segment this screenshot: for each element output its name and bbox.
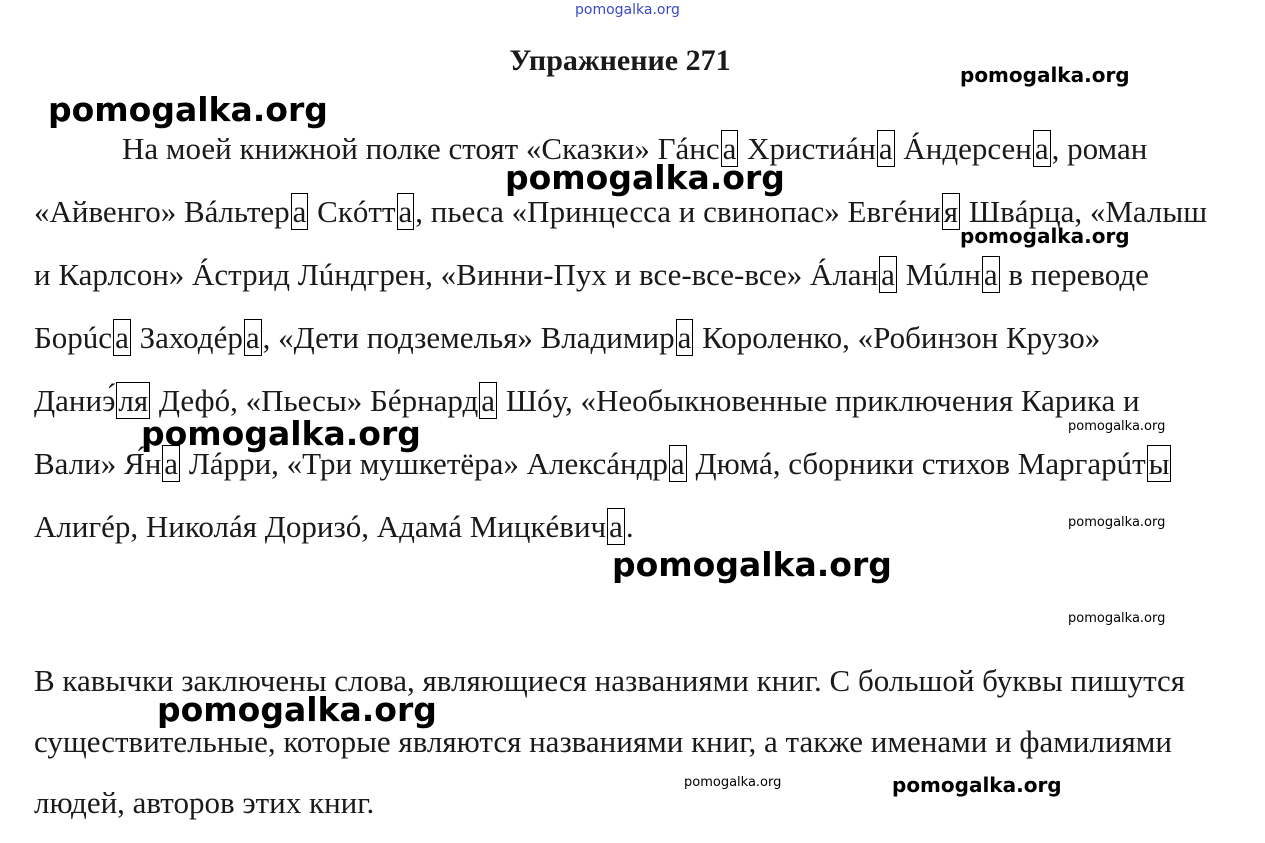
marked-ending: а [115, 320, 129, 355]
exercise-title: Упражнение 271 [509, 44, 731, 77]
marked-ending: а [398, 194, 413, 229]
watermark: pomogalka.org [1068, 419, 1166, 434]
text-segment: Заходéр [131, 320, 243, 355]
watermark: pomogalka.org [505, 158, 785, 197]
marked-ending: а [1034, 131, 1049, 166]
watermark: pomogalka.org [960, 224, 1130, 248]
marked-ending: а [609, 509, 623, 544]
text-segment: . [625, 509, 634, 544]
text-segment: , роман «Айвенго» Вáльтер [34, 131, 1148, 229]
text-segment: Дефó, «Пьесы» Бéрнард [151, 383, 479, 418]
text-segment: Алигéр, Николáя Доризó, Адамá Мицкéвич [34, 509, 607, 544]
text-segment: Мúлн [897, 257, 981, 292]
watermark: pomogalka.org [892, 773, 1062, 797]
marked-ending: ля [118, 383, 149, 418]
watermark: pomogalka.org [684, 775, 782, 790]
watermark: pomogalka.org [612, 545, 892, 584]
marked-ending: а [881, 257, 895, 292]
watermark: pomogalka.org [141, 414, 421, 453]
text-segment: Христиáн [739, 131, 876, 166]
text-segment: в переводе Борúс [34, 257, 1149, 355]
text-segment: Короленко, «Робинзон Крузо» Даниэ́ [34, 320, 1101, 418]
site-link-top[interactable]: pomogalka.org [575, 2, 680, 18]
text-segment: На моей книжной полке стоят «Сказки» Гáнс [122, 131, 720, 166]
text-segment: Швáрца, «Малыш и Карлсон» Áстрид Лúндгрен, «Винни-Пух и все-все-все» Áлан [34, 194, 1208, 292]
text-segment: Шóу, «Необыкновенные приключения Карика и Вали» Я́н [34, 383, 1140, 481]
watermark: pomogalka.org [960, 63, 1130, 87]
explanation-text: В кавычки заключены слова, являющиеся названиями книг. С большой буквы пишутся существительные, которые являются названиями книг, а также именами и фамилиями людей, авторов этих книг. [34, 663, 1186, 820]
text-segment: Лáрри, «Три мушкетёра» Алексáндр [181, 446, 668, 481]
marked-ending: а [164, 446, 179, 481]
marked-ending: а [245, 320, 260, 355]
text-segment: Дюмá, сборники стихов Маргарúт [687, 446, 1146, 481]
watermark: pomogalka.org [1068, 515, 1166, 530]
watermark: pomogalka.org [157, 690, 437, 729]
marked-ending: а [722, 131, 737, 166]
marked-ending: ы [1148, 446, 1170, 481]
marked-ending: а [677, 320, 692, 355]
text-segment: Áндерсен [895, 131, 1032, 166]
marked-ending: а [670, 446, 685, 481]
marked-ending: а [983, 257, 998, 292]
watermark: pomogalka.org [48, 90, 328, 129]
marked-ending: а [878, 131, 893, 166]
marked-ending: а [481, 383, 496, 418]
text-segment: , «Дети подземелья» Владимир [262, 320, 675, 355]
text-segment: , пьеса «Принцесса и свинопас» Евгéни [415, 194, 941, 229]
marked-ending: я [943, 194, 959, 229]
marked-ending: а [292, 194, 307, 229]
text-segment: Скóтт [309, 194, 396, 229]
watermark: pomogalka.org [1068, 611, 1166, 626]
